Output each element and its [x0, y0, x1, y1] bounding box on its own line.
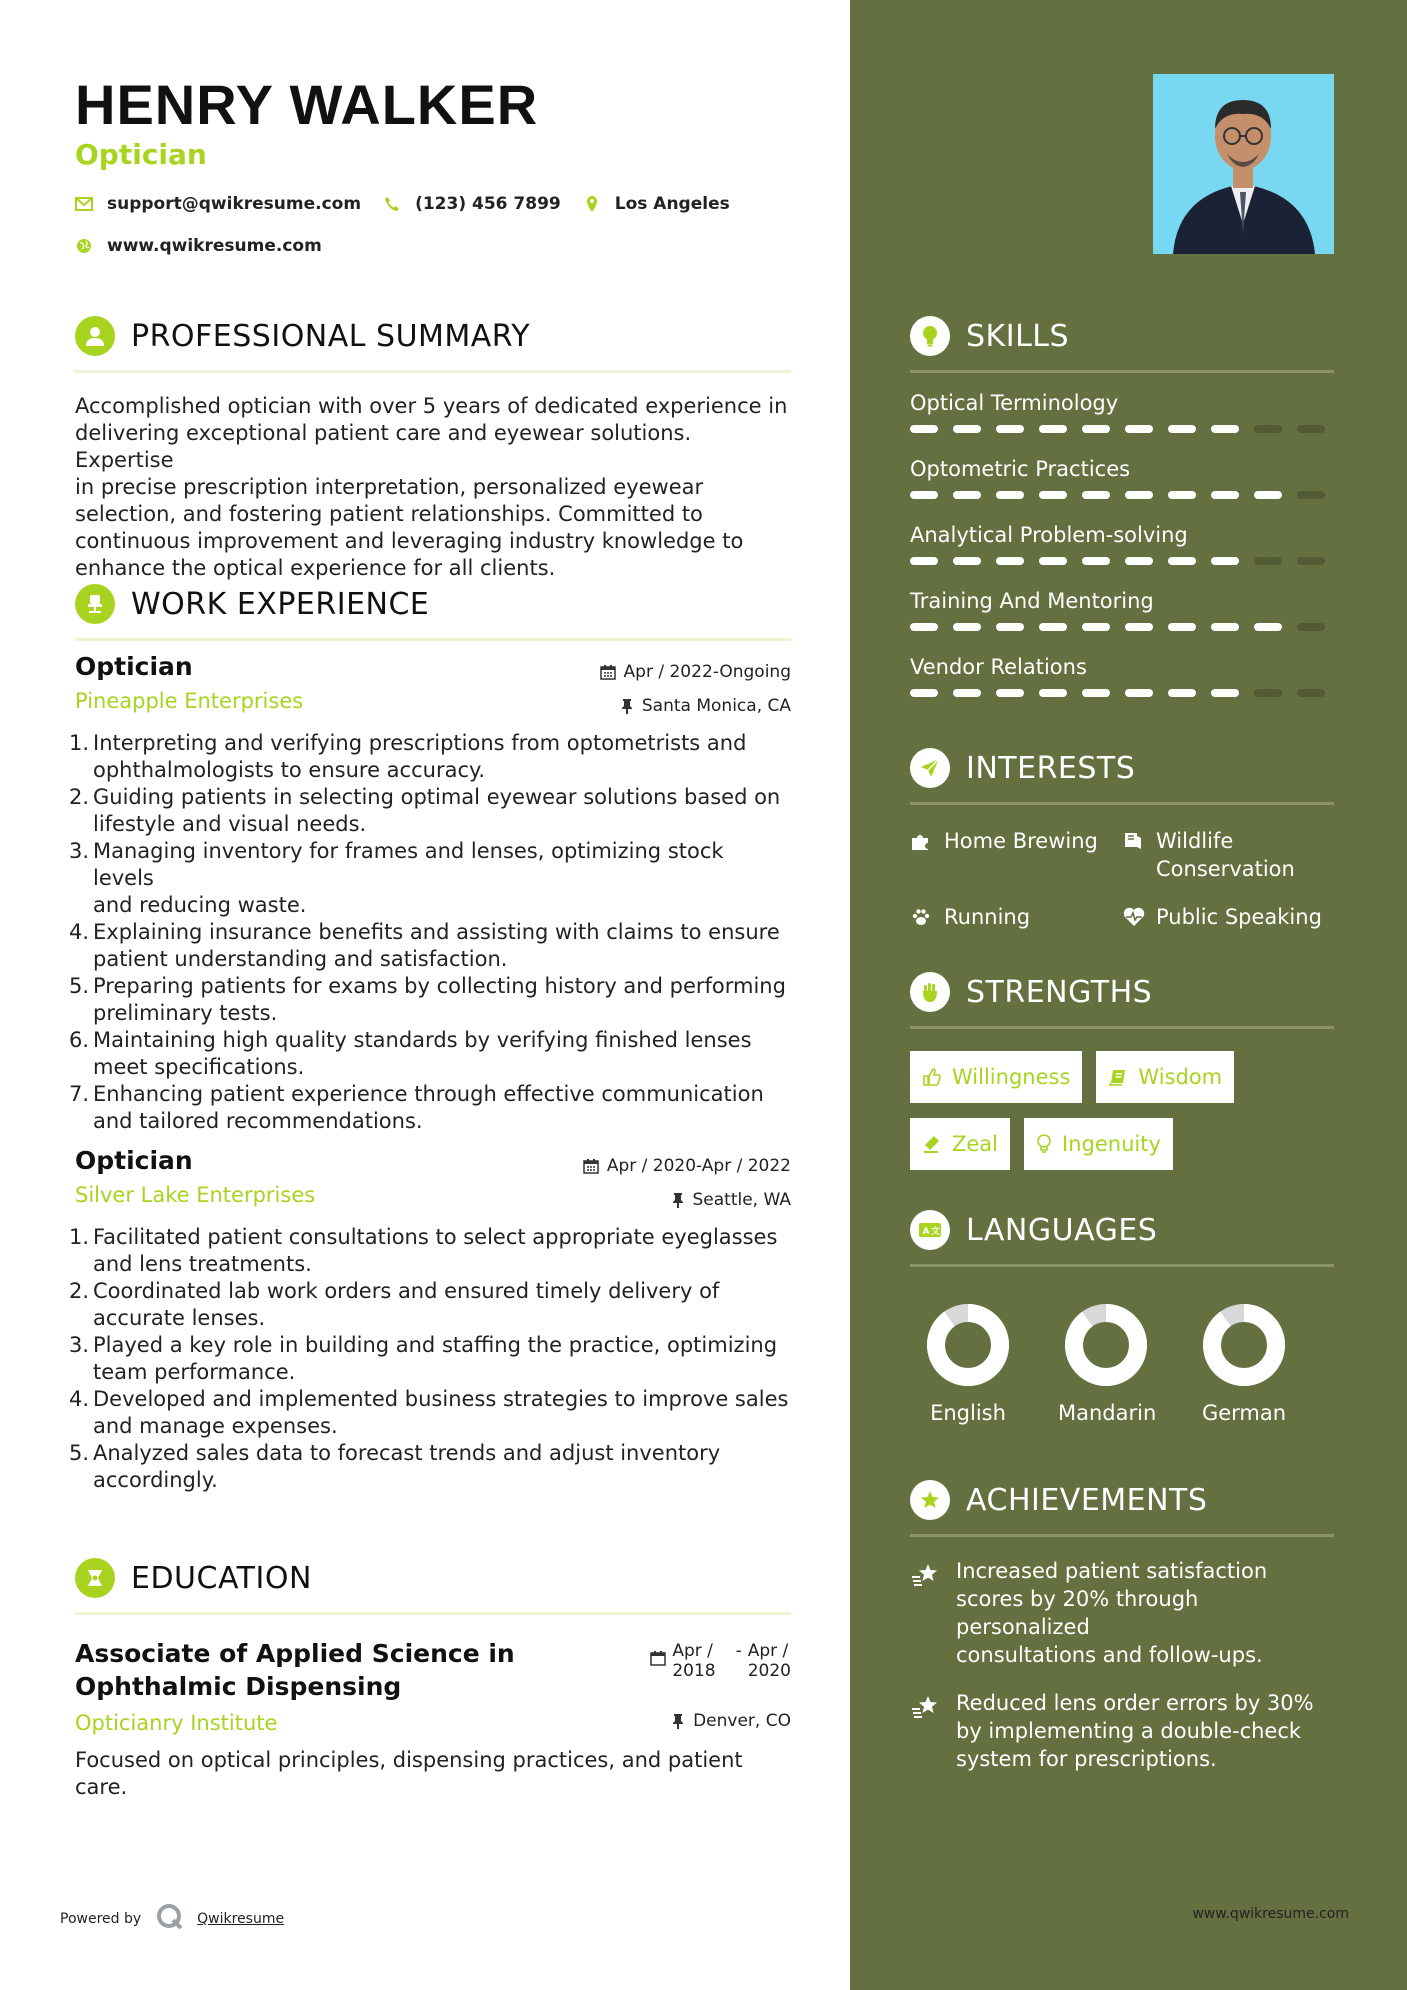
- divider: [910, 370, 1334, 373]
- job-company: Silver Lake Enterprises: [75, 1183, 316, 1207]
- job-duties: [69, 730, 791, 1135]
- education-location: Denver, CO: [693, 1711, 791, 1731]
- skill-level-dash: [1297, 425, 1325, 433]
- skill-level-dash: [1082, 689, 1110, 697]
- skill-item: [910, 655, 1334, 697]
- pin-icon: [620, 698, 634, 714]
- thumbs-up-icon: [922, 1067, 942, 1087]
- skill-level-dash: [1168, 689, 1196, 697]
- job-dates: Apr / 2022-Ongoing: [623, 662, 791, 682]
- list-item: 5. Preparing patients for exams by collecting history and performing preliminary tests.: [69, 974, 786, 1025]
- interest-item: Home Brewing: [910, 827, 1122, 883]
- strengths-heading: STRENGTHS: [966, 974, 1153, 1010]
- star-hand-icon: [910, 1693, 942, 1725]
- education-description: Focused on optical principles, dispensing practices, and patient care.: [75, 1748, 743, 1799]
- school-name: Opticianry Institute: [75, 1711, 278, 1735]
- interest-item: Running: [910, 903, 1122, 931]
- summary-heading: PROFESSIONAL SUMMARY: [131, 318, 531, 354]
- interests-list: [910, 827, 1334, 931]
- education-heading: EDUCATION: [131, 1560, 312, 1596]
- experience-section: [75, 582, 791, 641]
- skill-level-dash: [1254, 623, 1282, 631]
- eraser-icon: [922, 1134, 942, 1154]
- qwikresume-link[interactable]: Qwikresume: [197, 1911, 285, 1927]
- achievements-section: [910, 1478, 1334, 1773]
- divider: [910, 1264, 1334, 1267]
- interest-item: Public Speaking: [1122, 903, 1334, 931]
- puzzle-icon: [910, 827, 934, 855]
- languages-heading: LANGUAGES: [966, 1212, 1158, 1248]
- skill-level-bar: [910, 689, 1334, 697]
- job-duties: [69, 1224, 791, 1494]
- skill-level-bar: [910, 623, 1334, 631]
- skill-level-dash: [1125, 689, 1153, 697]
- divider: [910, 1026, 1334, 1029]
- strength-chip: Ingenuity: [1024, 1118, 1173, 1170]
- divider: [75, 370, 791, 373]
- strengths-section: [910, 970, 1334, 1185]
- language-level-arc: [1212, 1313, 1276, 1377]
- strengths-list: [910, 1051, 1334, 1185]
- translate-icon: [910, 1210, 950, 1250]
- strength-chip: Wisdom: [1096, 1051, 1234, 1103]
- skill-name: Optical Terminology: [910, 391, 1119, 415]
- calendar-icon: [600, 664, 616, 680]
- skill-item: [910, 523, 1334, 565]
- list-item: 7. Enhancing patient experience through effective communication and tailored recommendations.: [69, 1082, 764, 1133]
- language-level-ring: [1202, 1303, 1286, 1387]
- star-hand-icon: [910, 1561, 942, 1593]
- skill-level-dash: [996, 623, 1024, 631]
- phone-icon: [383, 195, 401, 213]
- star-badge-icon: [910, 1480, 950, 1520]
- footer-credit: [60, 1902, 284, 1936]
- skill-level-dash: [953, 689, 981, 697]
- profile-photo: [1153, 74, 1334, 254]
- globe-icon: [75, 237, 93, 255]
- language-name: English: [930, 1401, 1006, 1425]
- skill-level-bar: [910, 425, 1334, 433]
- skill-level-dash: [1211, 623, 1239, 631]
- divider: [75, 1612, 791, 1615]
- skill-level-dash: [1168, 623, 1196, 631]
- job-company: Pineapple Enterprises: [75, 689, 304, 713]
- skill-level-dash: [910, 689, 938, 697]
- job-location: Seattle, WA: [692, 1190, 791, 1210]
- skill-level-dash: [953, 491, 981, 499]
- candidate-name: HENRY WALKER: [75, 73, 539, 136]
- skill-level-dash: [1168, 557, 1196, 565]
- skill-level-dash: [1039, 557, 1067, 565]
- summary-section: [75, 314, 791, 582]
- skill-level-dash: [1125, 425, 1153, 433]
- skill-level-dash: [1082, 425, 1110, 433]
- skill-level-dash: [910, 623, 938, 631]
- list-item: 5. Analyzed sales data to forecast trends and adjust inventory accordingly.: [69, 1441, 721, 1492]
- job-entry: [69, 1146, 791, 1494]
- experience-heading: WORK EXPERIENCE: [131, 586, 430, 622]
- list-item: 1. Interpreting and verifying prescriptions from optometrists and ophthalmologists to ensure accuracy.: [69, 731, 747, 782]
- skill-level-dash: [953, 425, 981, 433]
- list-item: 2. Guiding patients in selecting optimal eyewear solutions based on lifestyle and visual needs.: [69, 785, 781, 836]
- svg-text:文: 文: [931, 1227, 941, 1237]
- skill-name: Vendor Relations: [910, 655, 1087, 679]
- skill-name: Analytical Problem-solving: [910, 523, 1188, 547]
- skill-level-dash: [1125, 491, 1153, 499]
- skill-level-dash: [910, 557, 938, 565]
- language-name: Mandarin: [1058, 1401, 1157, 1425]
- language-level-ring: [926, 1303, 1010, 1387]
- skill-level-dash: [1039, 425, 1067, 433]
- skill-level-dash: [910, 491, 938, 499]
- calendar-icon: [583, 1158, 599, 1174]
- interest-item: Wildlife Conservation: [1122, 827, 1334, 883]
- skill-level-dash: [996, 689, 1024, 697]
- skill-level-dash: [1297, 491, 1325, 499]
- skill-level-dash: [1297, 557, 1325, 565]
- skill-level-dash: [996, 425, 1024, 433]
- language-level-arc: [936, 1313, 1000, 1377]
- heartbeat-icon: [1122, 903, 1146, 931]
- divider: [910, 1534, 1334, 1537]
- skill-level-dash: [996, 557, 1024, 565]
- skill-name: Optometric Practices: [910, 457, 1131, 481]
- skill-level-dash: [910, 425, 938, 433]
- email-link[interactable]: support@qwikresume.com: [107, 194, 362, 214]
- achievement-item: Reduced lens order errors by 30% by implementing a double-check system for prescriptions.: [910, 1689, 1334, 1773]
- job-location: Santa Monica, CA: [641, 696, 791, 716]
- language-level-arc: [1074, 1313, 1138, 1377]
- skill-level-dash: [1125, 557, 1153, 565]
- skill-level-dash: [1211, 689, 1239, 697]
- job-title: Optician: [75, 1146, 193, 1175]
- skill-level-dash: [1254, 425, 1282, 433]
- job-entry: [69, 652, 791, 1135]
- languages-list: [920, 1303, 1334, 1425]
- pin-icon: [671, 1713, 685, 1729]
- skill-level-dash: [953, 557, 981, 565]
- website-row: [75, 236, 344, 256]
- powered-by-text: Powered by: [60, 1911, 142, 1927]
- pin-icon: [671, 1192, 685, 1208]
- skill-item: [910, 391, 1334, 433]
- skill-level-dash: [1168, 425, 1196, 433]
- divider: [910, 802, 1334, 805]
- skill-level-dash: [1211, 425, 1239, 433]
- skill-level-dash: [1254, 491, 1282, 499]
- interests-section: [910, 746, 1334, 931]
- languages-section: [910, 1208, 1334, 1425]
- skill-level-dash: [1297, 689, 1325, 697]
- skills-heading: SKILLS: [966, 318, 1070, 354]
- skill-level-dash: [1082, 557, 1110, 565]
- skill-item: [910, 457, 1334, 499]
- skill-level-dash: [1082, 623, 1110, 631]
- graduation-icon: [75, 1558, 115, 1598]
- skill-level-dash: [1039, 623, 1067, 631]
- skill-level-dash: [996, 491, 1024, 499]
- envelope-icon: [75, 195, 93, 213]
- strength-chip: Zeal: [910, 1118, 1010, 1170]
- achievements-list: [910, 1557, 1334, 1773]
- list-item: 2. Coordinated lab work orders and ensured timely delivery of accurate lenses.: [69, 1279, 720, 1330]
- map-pin-icon: [583, 195, 601, 213]
- language-level-ring: [1064, 1303, 1148, 1387]
- location-text: Los Angeles: [614, 194, 730, 214]
- language-name: German: [1201, 1401, 1287, 1425]
- skill-level-dash: [1297, 623, 1325, 631]
- svg-text:A: A: [922, 1227, 930, 1237]
- website-link[interactable]: www.qwikresume.com: [107, 236, 322, 256]
- book-icon: [1122, 827, 1146, 855]
- achievement-item: Increased patient satisfaction scores by 20% through personalized consultations and follow-ups.: [910, 1557, 1334, 1669]
- skill-item: [910, 589, 1334, 631]
- strength-chip: Willingness: [910, 1051, 1082, 1103]
- skill-level-dash: [1211, 557, 1239, 565]
- skill-level-dash: [953, 623, 981, 631]
- lightbulb-icon: [1036, 1134, 1052, 1154]
- skill-level-dash: [1254, 557, 1282, 565]
- book-icon: [1108, 1067, 1128, 1087]
- skill-level-dash: [1039, 689, 1067, 697]
- degree-title: Associate of Applied Science in Ophthalmic Dispensing: [75, 1639, 515, 1701]
- skill-level-dash: [1211, 491, 1239, 499]
- skill-level-dash: [1082, 491, 1110, 499]
- list-item: 4. Developed and implemented business strategies to improve sales and manage expenses.: [69, 1387, 789, 1438]
- footer-site[interactable]: www.qwikresume.com: [1192, 1906, 1349, 1922]
- summary-text: Accomplished optician with over 5 years of dedicated experience in delivering exceptional patient care and eyewear solutions. Expertise in precise prescription interpretation, personalized eyewear selection, and fostering patient relationships. Committed to continuous improvement and leveraging industry knowledge to enhance the optical experience for all clients.: [75, 394, 788, 580]
- lightbulb-icon: [910, 316, 950, 356]
- list-item: 3. Managing inventory for frames and lenses, optimizing stock levels and reducing waste.: [69, 839, 724, 917]
- education-section: [75, 1556, 791, 1801]
- skills-section: [910, 314, 1334, 721]
- interests-heading: INTERESTS: [966, 750, 1136, 786]
- hand-icon: [910, 972, 950, 1012]
- contact-row: [75, 194, 752, 214]
- chair-icon: [75, 584, 115, 624]
- calendar-icon: [650, 1650, 666, 1666]
- user-icon: [75, 316, 115, 356]
- skill-name: Training And Mentoring: [910, 589, 1154, 613]
- list-item: 6. Maintaining high quality standards by verifying finished lenses meet specifications.: [69, 1028, 752, 1079]
- paper-plane-icon: [910, 748, 950, 788]
- phone-number[interactable]: (123) 456 7899: [415, 194, 561, 214]
- skill-level-dash: [1254, 689, 1282, 697]
- skill-level-dash: [1168, 491, 1196, 499]
- language-item: [920, 1303, 1058, 1425]
- divider: [75, 638, 791, 641]
- skills-list: [910, 391, 1334, 697]
- language-item: [1058, 1303, 1196, 1425]
- list-item: 4. Explaining insurance benefits and assisting with claims to ensure patient understanding and satisfaction.: [69, 920, 780, 971]
- list-item: 1. Facilitated patient consultations to select appropriate eyeglasses and lens treatments.: [69, 1225, 778, 1276]
- list-item: 3. Played a key role in building and staffing the practice, optimizing team performance.: [69, 1333, 778, 1384]
- language-item: [1196, 1303, 1334, 1425]
- skill-level-dash: [1125, 623, 1153, 631]
- skill-level-bar: [910, 557, 1334, 565]
- achievements-heading: ACHIEVEMENTS: [966, 1482, 1208, 1518]
- paw-icon: [910, 903, 934, 931]
- job-title: Optician: [75, 652, 193, 681]
- job-dates: Apr / 2020-Apr / 2022: [606, 1156, 791, 1176]
- qwikresume-logo-icon: [155, 1902, 185, 1936]
- skill-level-dash: [1039, 491, 1067, 499]
- candidate-title: Optician: [75, 138, 207, 171]
- education-dates: Apr / 2018 - Apr / 2020: [650, 1641, 791, 1681]
- skill-level-bar: [910, 491, 1334, 499]
